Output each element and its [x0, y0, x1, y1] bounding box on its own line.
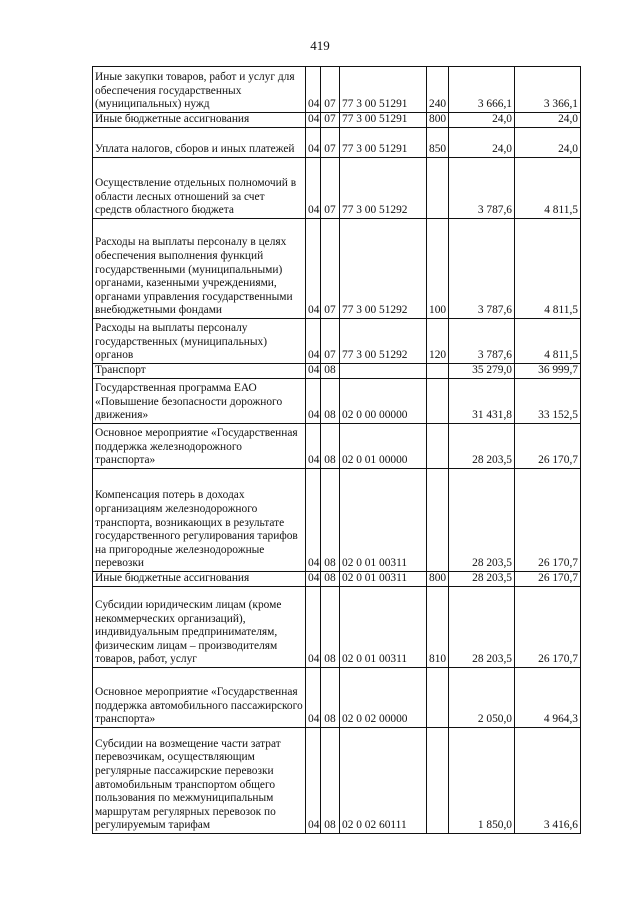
section-code: 04	[306, 379, 321, 424]
section-code: 04	[306, 364, 321, 379]
target-article-code: 77 3 00 51291	[340, 67, 427, 113]
amount-year-2: 33 152,5	[515, 379, 581, 424]
amount-year-2: 3 416,6	[515, 728, 581, 834]
subsection-code: 07	[321, 158, 340, 219]
amount-year-1: 2 050,0	[449, 668, 515, 728]
target-article-code: 02 0 02 00000	[340, 668, 427, 728]
target-article-code: 77 3 00 51291	[340, 128, 427, 158]
subsection-code: 08	[321, 668, 340, 728]
expense-type-code	[427, 728, 449, 834]
expense-name: Основное мероприятие «Государственная поддержка железнодорожного транспорта»	[93, 424, 306, 469]
expense-name: Уплата налогов, сборов и иных платежей	[93, 128, 306, 158]
expense-name: Расходы на выплаты персоналу в целях обеспечения выполнения функций государственными (муниципальными) органами, казенными учреждениями, органами управления государственными внебюджетными фондами	[93, 219, 306, 319]
amount-year-1: 3 787,6	[449, 219, 515, 319]
table-row	[93, 67, 581, 113]
target-article-code: 77 3 00 51292	[340, 219, 427, 319]
expense-name: Компенсация потерь в доходах организациям железнодорожного транспорта, возникающих в результате государственного регулирования тарифов на пригородные железнодорожные перевозки	[93, 469, 306, 572]
subsection-code: 07	[321, 219, 340, 319]
expense-name: Расходы на выплаты персоналу государственных (муниципальных) органов	[93, 319, 306, 364]
section-code: 04	[306, 469, 321, 572]
section-code: 04	[306, 113, 321, 128]
amount-year-1: 3 666,1	[449, 67, 515, 113]
expense-name: Иные бюджетные ассигнования	[93, 113, 306, 128]
amount-year-2: 26 170,7	[515, 469, 581, 572]
expense-name: Государственная программа ЕАО «Повышение безопасности дорожного движения»	[93, 379, 306, 424]
section-code: 04	[306, 587, 321, 668]
expense-name: Основное мероприятие «Государственная поддержка автомобильного пассажирского транспорта»	[93, 668, 306, 728]
amount-year-2: 4 964,3	[515, 668, 581, 728]
expense-type-code: 810	[427, 587, 449, 668]
expense-type-code: 120	[427, 319, 449, 364]
table-row	[93, 379, 581, 424]
expense-type-code: 850	[427, 128, 449, 158]
target-article-code: 02 0 00 00000	[340, 379, 427, 424]
amount-year-1: 1 850,0	[449, 728, 515, 834]
table-row	[93, 128, 581, 158]
section-code: 04	[306, 728, 321, 834]
expense-name: Иные бюджетные ассигнования	[93, 572, 306, 587]
amount-year-2: 24,0	[515, 128, 581, 158]
amount-year-2: 26 170,7	[515, 572, 581, 587]
expense-type-code	[427, 379, 449, 424]
target-article-code: 02 0 01 00311	[340, 587, 427, 668]
amount-year-2: 3 366,1	[515, 67, 581, 113]
target-article-code: 02 0 01 00000	[340, 424, 427, 469]
budget-table-body	[93, 67, 581, 834]
page-number: 419	[310, 38, 330, 53]
table-row	[93, 364, 581, 379]
expense-name: Субсидии юридическим лицам (кроме некоммерческих организаций), индивидуальным предпринимателям, физическим лицам – производителям товаров, работ, услуг	[93, 587, 306, 668]
expense-type-code	[427, 158, 449, 219]
amount-year-2: 26 170,7	[515, 424, 581, 469]
budget-table	[92, 66, 581, 834]
subsection-code: 07	[321, 113, 340, 128]
target-article-code: 02 0 01 00311	[340, 572, 427, 587]
target-article-code: 77 3 00 51292	[340, 319, 427, 364]
expense-type-code: 100	[427, 219, 449, 319]
table-row	[93, 469, 581, 572]
amount-year-1: 24,0	[449, 128, 515, 158]
expense-name: Осуществление отдельных полномочий в области лесных отношений за счет средств областного бюджета	[93, 158, 306, 219]
section-code: 04	[306, 219, 321, 319]
table-row	[93, 668, 581, 728]
target-article-code: 77 3 00 51292	[340, 158, 427, 219]
table-row	[93, 113, 581, 128]
amount-year-2: 36 999,7	[515, 364, 581, 379]
section-code: 04	[306, 319, 321, 364]
table-row	[93, 728, 581, 834]
amount-year-1: 3 787,6	[449, 319, 515, 364]
subsection-code: 07	[321, 67, 340, 113]
expense-type-code	[427, 424, 449, 469]
subsection-code: 08	[321, 364, 340, 379]
amount-year-1: 31 431,8	[449, 379, 515, 424]
section-code: 04	[306, 158, 321, 219]
amount-year-2: 4 811,5	[515, 219, 581, 319]
section-code: 04	[306, 572, 321, 587]
amount-year-1: 28 203,5	[449, 469, 515, 572]
subsection-code: 07	[321, 128, 340, 158]
section-code: 04	[306, 668, 321, 728]
expense-name: Транспорт	[93, 364, 306, 379]
expense-type-code	[427, 364, 449, 379]
subsection-code: 08	[321, 379, 340, 424]
amount-year-2: 24,0	[515, 113, 581, 128]
target-article-code	[340, 364, 427, 379]
subsection-code: 07	[321, 319, 340, 364]
subsection-code: 08	[321, 728, 340, 834]
amount-year-1: 35 279,0	[449, 364, 515, 379]
expense-name: Иные закупки товаров, работ и услуг для обеспечения государственных (муниципальных) нужд	[93, 67, 306, 113]
subsection-code: 08	[321, 424, 340, 469]
target-article-code: 02 0 01 00311	[340, 469, 427, 572]
subsection-code: 08	[321, 587, 340, 668]
table-row	[93, 587, 581, 668]
amount-year-2: 4 811,5	[515, 158, 581, 219]
target-article-code: 02 0 02 60111	[340, 728, 427, 834]
amount-year-2: 4 811,5	[515, 319, 581, 364]
amount-year-1: 24,0	[449, 113, 515, 128]
subsection-code: 08	[321, 469, 340, 572]
expense-type-code: 240	[427, 67, 449, 113]
expense-type-code: 800	[427, 113, 449, 128]
table-row	[93, 572, 581, 587]
table-row	[93, 424, 581, 469]
section-code: 04	[306, 424, 321, 469]
amount-year-1: 28 203,5	[449, 587, 515, 668]
subsection-code: 08	[321, 572, 340, 587]
expense-type-code	[427, 469, 449, 572]
expense-type-code: 800	[427, 572, 449, 587]
amount-year-2: 26 170,7	[515, 587, 581, 668]
amount-year-1: 28 203,5	[449, 424, 515, 469]
amount-year-1: 28 203,5	[449, 572, 515, 587]
target-article-code: 77 3 00 51291	[340, 113, 427, 128]
expense-type-code	[427, 668, 449, 728]
expense-name: Субсидии на возмещение части затрат перевозчикам, осуществляющим регулярные пассажирские перевозки автомобильным транспортом общего пользования по межмуниципальным маршрутам регулярных перевозок по регулируемым тарифам	[93, 728, 306, 834]
table-row	[93, 319, 581, 364]
table-row	[93, 158, 581, 219]
section-code: 04	[306, 128, 321, 158]
table-row	[93, 219, 581, 319]
amount-year-1: 3 787,6	[449, 158, 515, 219]
section-code: 04	[306, 67, 321, 113]
